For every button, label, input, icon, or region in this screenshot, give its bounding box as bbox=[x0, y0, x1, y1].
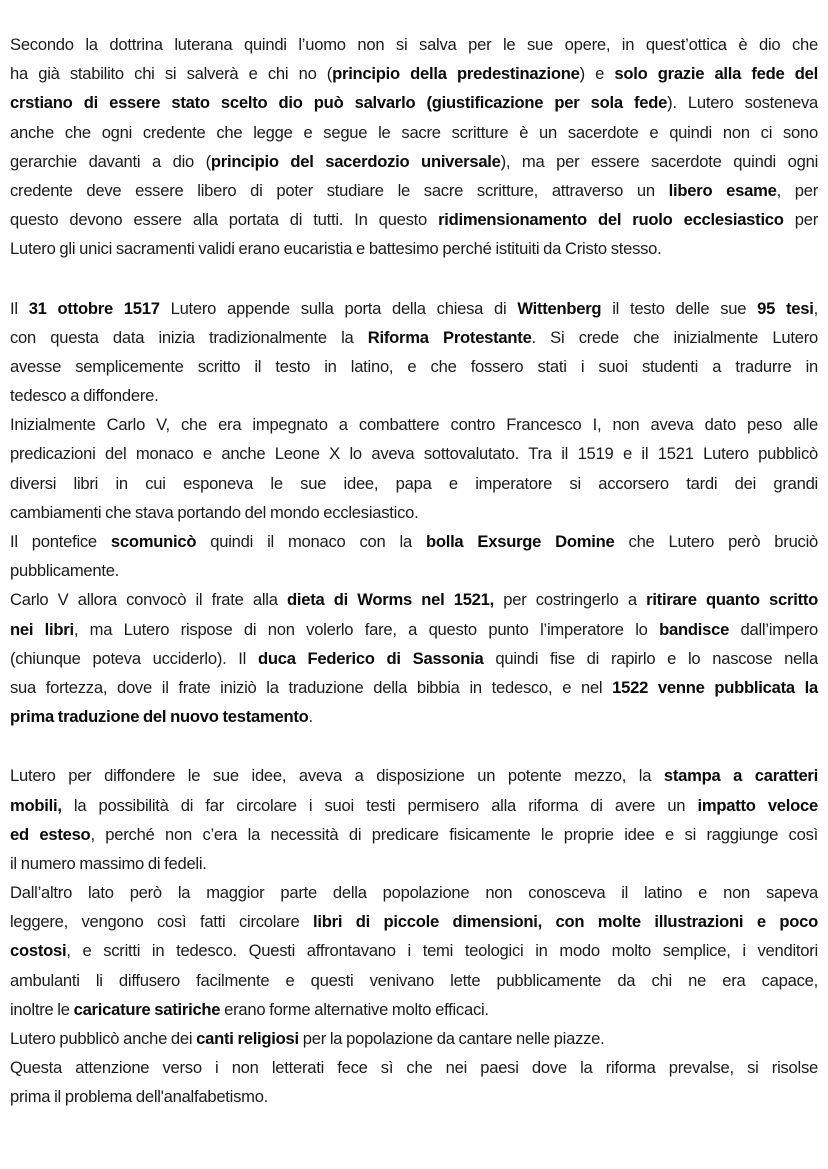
text-line bbox=[10, 294, 818, 323]
bold-text: stampa a caratteri bbox=[663, 766, 818, 786]
bold-text: mobili, bbox=[10, 795, 62, 815]
paragraph-riforma bbox=[10, 294, 818, 732]
bold-text: bolla Exsurge Domine bbox=[425, 532, 615, 551]
bold-text: caricature satiriche bbox=[73, 999, 221, 1019]
text-line bbox=[10, 323, 818, 352]
text-run: la possibilità di far circolare i suoi testi permisero alla riforma di avere un bbox=[61, 795, 698, 815]
text-run: Carlo V allora convocò il frate alla bbox=[10, 590, 287, 610]
text-line bbox=[10, 644, 818, 673]
bold-text: impatto veloce bbox=[697, 795, 818, 815]
text-line bbox=[10, 820, 818, 849]
text-line bbox=[10, 878, 818, 907]
text-line bbox=[10, 410, 818, 439]
text-run: Lutero per diffondere le sue idee, aveva a disposizione un potente mezzo, la bbox=[10, 766, 664, 786]
text-line bbox=[10, 1024, 818, 1053]
text-run: Inizialmente Carlo V, che era impegnato a combattere contro Francesco I, non aveva dato peso alle bbox=[10, 415, 818, 435]
text-run: Il bbox=[10, 298, 29, 318]
text-run: predicazioni del monaco e anche Leone X lo aveva sottovalutato. Tra il 1519 e il 1521 Lutero pubblicò bbox=[10, 444, 818, 464]
text-line bbox=[10, 59, 818, 88]
text-line bbox=[10, 585, 818, 614]
bold-text: duca Federico di Sassonia bbox=[257, 648, 484, 668]
text-run: Questa attenzione verso i non letterati fece sì che nei paesi dove la riforma prevalse, si risolse bbox=[10, 1058, 818, 1078]
text-run: . Si crede che inizialmente Lutero bbox=[531, 327, 818, 347]
text-run: , per bbox=[776, 180, 818, 200]
text-run: per bbox=[783, 210, 818, 230]
text-line bbox=[10, 88, 818, 117]
text-run: questo devono essere alla portata di tutti. In questo bbox=[10, 210, 439, 230]
text-run: , e scritti in tedesco. Questi affrontavano i temi teologici in modo molto semplice, i venditori bbox=[66, 941, 818, 961]
text-run: credente deve essere libero di poter studiare le sacre scritture, attraverso un bbox=[10, 180, 669, 200]
bold-text: scomunicò bbox=[110, 532, 197, 551]
text-run: leggere, vengono così fatti circolare bbox=[10, 912, 314, 932]
text-run: sua fortezza, dove il frate iniziò la traduzione della bibbia in tedesco, e nel bbox=[10, 677, 613, 697]
text-run: ha già stabilito chi si salverà e chi no ( bbox=[10, 64, 333, 84]
text-run: Lutero gli unici sacramenti validi erano eucaristia e battesimo perché istituiti da Cristo stesso. bbox=[10, 239, 662, 259]
bold-text: 95 tesi bbox=[757, 298, 814, 318]
text-run: inoltre le bbox=[10, 999, 74, 1019]
text-line bbox=[10, 118, 818, 147]
text-run: tedesco a diffondere. bbox=[10, 386, 159, 406]
text-run: cambiamenti che stava portando del mondo ecclesiastico. bbox=[10, 502, 419, 522]
text-run: avesse semplicemente scritto il testo in latino, e che fossero stati i suoi studenti a tradurre in bbox=[10, 356, 818, 376]
bold-text: canti religiosi bbox=[196, 1029, 299, 1048]
bold-text: 1522 venne pubblicata la bbox=[612, 677, 818, 697]
text-line bbox=[10, 995, 818, 1024]
bold-text: principio della predestinazione bbox=[332, 64, 580, 84]
text-run: erano forme alternative molto efficaci. bbox=[220, 999, 489, 1019]
text-line bbox=[10, 498, 818, 527]
bold-text: bandisce bbox=[659, 619, 730, 639]
bold-text: ridimensionamento del ruolo ecclesiastico bbox=[438, 210, 784, 230]
text-run: gerarchie davanti a dio ( bbox=[10, 151, 211, 171]
text-line bbox=[10, 907, 818, 936]
text-line bbox=[10, 556, 818, 585]
bold-text: libri di piccole dimensioni, con molte illustrazioni e poco bbox=[313, 912, 819, 932]
text-line bbox=[10, 849, 818, 878]
text-run: anche che ogni credente che legge e segue le sacre scritture è un sacerdote e quindi non ci sono bbox=[10, 122, 818, 142]
text-run: pubblicamente. bbox=[10, 561, 120, 581]
text-run: che Lutero però bruciò bbox=[614, 532, 819, 551]
text-run: , bbox=[813, 298, 818, 318]
text-line bbox=[10, 673, 818, 702]
text-run: quindi il monaco con la bbox=[196, 532, 426, 551]
bold-text: solo grazie alla fede del bbox=[614, 64, 818, 84]
text-run: ), ma per essere sacerdote quindi ogni bbox=[500, 151, 819, 171]
text-line bbox=[10, 1053, 818, 1082]
text-line bbox=[10, 439, 818, 468]
bold-text: crstiano di essere stato scelto dio può salvarlo (giustificazione per sola fede bbox=[10, 93, 668, 113]
text-line bbox=[10, 469, 818, 498]
paragraph-stampa bbox=[10, 761, 818, 1111]
bold-text: 31 ottobre 1517 bbox=[28, 298, 160, 318]
text-run: ) e bbox=[579, 64, 615, 84]
text-line bbox=[10, 527, 818, 556]
text-line bbox=[10, 176, 818, 205]
text-run: , ma Lutero rispose di non volerlo fare, a questo punto l’imperatore lo bbox=[73, 619, 660, 639]
bold-text: nei libri bbox=[10, 619, 74, 639]
text-line bbox=[10, 30, 818, 59]
text-run: dall’impero bbox=[729, 619, 818, 639]
text-line bbox=[10, 791, 818, 820]
text-run: per la popolazione da cantare nelle piazze. bbox=[298, 1029, 605, 1048]
bold-text: prima traduzione del nuovo testamento bbox=[10, 707, 309, 727]
text-run: , perché non c’era la necessità di predicare fisicamente le proprie idee e si raggiunge così bbox=[90, 824, 818, 844]
text-line bbox=[10, 205, 818, 234]
text-line bbox=[10, 381, 818, 410]
text-run: ambulanti li diffusero facilmente e questi venivano lette pubblicamente da chi ne era capace, bbox=[10, 970, 818, 990]
text-run: ). Lutero sosteneva bbox=[667, 93, 818, 113]
bold-text: dieta di Worms nel 1521, bbox=[286, 590, 494, 610]
text-line bbox=[10, 966, 818, 995]
paragraph-dottrina bbox=[10, 30, 818, 264]
text-run: quindi fise di rapirlo e lo nascose nella bbox=[483, 648, 818, 668]
text-run: con questa data inizia tradizionalmente la bbox=[10, 327, 368, 347]
text-run: il numero massimo di fedeli. bbox=[10, 853, 207, 873]
text-run: (chiunque poteva ucciderlo). Il bbox=[10, 648, 258, 668]
text-run: . bbox=[308, 707, 313, 727]
bold-text: principio del sacerdozio universale bbox=[210, 151, 501, 171]
text-run: Lutero appende sulla porta della chiesa di bbox=[159, 298, 518, 318]
text-run: Lutero pubblicò anche dei bbox=[10, 1029, 197, 1048]
text-run: Secondo la dottrina luterana quindi l’uomo non si salva per le sue opere, in quest’ottica è dio che bbox=[10, 35, 818, 54]
bold-text: costosi bbox=[10, 941, 67, 961]
text-line bbox=[10, 147, 818, 176]
text-line bbox=[10, 702, 818, 731]
text-run: il testo delle sue bbox=[601, 298, 758, 318]
text-line bbox=[10, 615, 818, 644]
text-line bbox=[10, 1082, 818, 1111]
bold-text: Riforma Protestante bbox=[367, 327, 532, 347]
bold-text: ritirare quanto scritto bbox=[646, 590, 819, 610]
text-line bbox=[10, 352, 818, 381]
text-run: Dall’altro lato però la maggior parte della popolazione non conosceva il latino e non sapeva bbox=[10, 883, 818, 903]
bold-text: libero esame bbox=[668, 180, 777, 200]
text-line bbox=[10, 936, 818, 965]
bold-text: ed esteso bbox=[10, 824, 91, 844]
bold-text: Wittenberg bbox=[517, 298, 602, 318]
text-run: Il pontefice bbox=[10, 532, 111, 551]
text-run: diversi libri in cui esponeva le sue idee, papa e imperatore si accorsero tardi dei grandi bbox=[10, 473, 818, 493]
text-run: per costringerlo a bbox=[494, 590, 647, 610]
text-line bbox=[10, 234, 818, 263]
text-run: prima il problema dell'analfabetismo. bbox=[10, 1087, 269, 1107]
text-line bbox=[10, 761, 818, 790]
